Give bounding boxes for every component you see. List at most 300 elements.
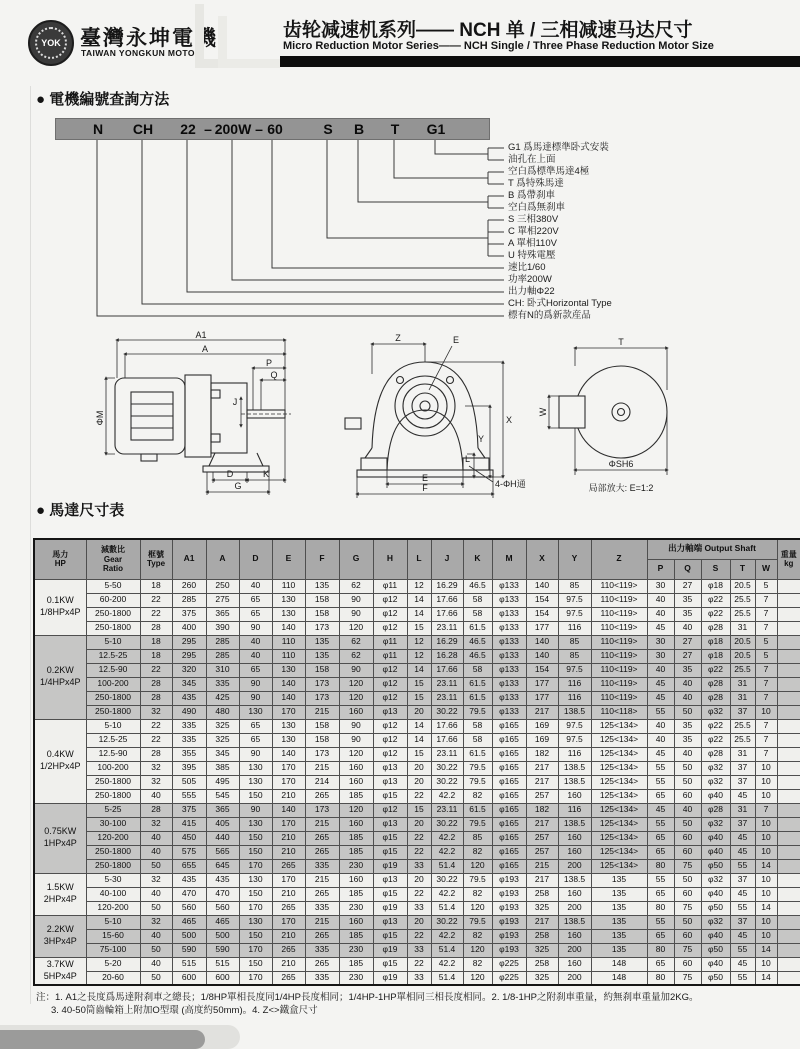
value-cell: 85: [558, 579, 591, 593]
value-cell: 185: [339, 831, 373, 845]
value-cell: 110: [272, 579, 305, 593]
value-cell: 50: [674, 873, 701, 887]
value-cell: 130: [239, 761, 272, 775]
value-cell: 22: [140, 593, 172, 607]
value-cell: 30.22: [431, 761, 463, 775]
value-cell: 185: [339, 789, 373, 803]
value-cell: 50: [140, 859, 172, 873]
value-cell: 97.5: [558, 663, 591, 677]
dim-t: T: [618, 337, 624, 347]
value-cell: φ193: [492, 929, 526, 943]
value-cell: 545: [206, 789, 239, 803]
value-cell: 160: [558, 887, 591, 901]
value-cell: 40: [140, 957, 172, 971]
code-token: T: [390, 121, 400, 137]
table-row: [34, 593, 800, 607]
value-cell: 345: [172, 677, 206, 691]
value-cell: 160: [558, 789, 591, 803]
col-header-h: H: [373, 539, 407, 579]
value-cell: 60: [674, 831, 701, 845]
dim-m: ΦM: [95, 410, 105, 426]
value-cell: 365: [206, 607, 239, 621]
value-cell: [777, 845, 800, 859]
value-cell: 160: [339, 705, 373, 719]
value-cell: 61.5: [463, 747, 492, 761]
value-cell: 170: [272, 817, 305, 831]
value-cell: 169: [526, 733, 558, 747]
value-cell: 90: [239, 691, 272, 705]
dim-z: Z: [395, 333, 401, 343]
value-cell: 335: [305, 901, 339, 915]
value-cell: 10: [755, 831, 777, 845]
table-row: [34, 649, 800, 663]
value-cell: φ133: [492, 663, 526, 677]
table-row: [34, 859, 800, 873]
value-cell: 170: [272, 761, 305, 775]
value-cell: 37: [730, 705, 755, 719]
table-row: [34, 901, 800, 915]
value-cell: 18: [140, 635, 172, 649]
gear-ratio-cell: 250-1800: [86, 691, 140, 705]
value-cell: 55: [647, 761, 674, 775]
value-cell: 50: [140, 943, 172, 957]
value-cell: 37: [730, 873, 755, 887]
code-label: 空白爲無刹車: [508, 202, 566, 213]
value-cell: 110<119>: [591, 691, 647, 705]
value-cell: 135: [305, 579, 339, 593]
value-cell: 215: [526, 859, 558, 873]
value-cell: 42.2: [431, 887, 463, 901]
value-cell: 265: [272, 971, 305, 985]
value-cell: 28: [140, 803, 172, 817]
connector-ch: [142, 140, 504, 304]
col-header-shaft-s: S: [701, 559, 730, 579]
value-cell: 79.5: [463, 873, 492, 887]
value-cell: 25.5: [730, 607, 755, 621]
value-cell: [777, 789, 800, 803]
value-cell: 435: [172, 691, 206, 705]
value-cell: 37: [730, 761, 755, 775]
value-cell: 20.5: [730, 635, 755, 649]
gear-ratio-cell: 5-50: [86, 579, 140, 593]
value-cell: 138.5: [558, 775, 591, 789]
value-cell: 170: [239, 971, 272, 985]
value-cell: 61.5: [463, 803, 492, 817]
value-cell: 140: [272, 803, 305, 817]
value-cell: 125<134>: [591, 845, 647, 859]
value-cell: 173: [305, 621, 339, 635]
value-cell: 40: [140, 929, 172, 943]
power-cell: 1.5KW 2HPx4P: [34, 873, 86, 915]
value-cell: 51.4: [431, 943, 463, 957]
value-cell: 45: [647, 691, 674, 705]
value-cell: 40: [647, 607, 674, 621]
value-cell: 65: [239, 733, 272, 747]
value-cell: 450: [172, 831, 206, 845]
value-cell: 170: [239, 859, 272, 873]
value-cell: 160: [558, 957, 591, 971]
value-cell: 22: [140, 719, 172, 733]
gear-ratio-cell: 250-1800: [86, 705, 140, 719]
value-cell: 17.66: [431, 663, 463, 677]
value-cell: 58: [463, 663, 492, 677]
value-cell: φ22: [701, 607, 730, 621]
value-cell: [777, 761, 800, 775]
value-cell: φ15: [373, 845, 407, 859]
value-cell: 37: [730, 915, 755, 929]
value-cell: 130: [272, 663, 305, 677]
value-cell: 160: [339, 915, 373, 929]
value-cell: 55: [647, 775, 674, 789]
value-cell: 90: [339, 593, 373, 607]
value-cell: 154: [526, 593, 558, 607]
value-cell: 28: [140, 691, 172, 705]
value-cell: φ32: [701, 775, 730, 789]
value-cell: 365: [206, 803, 239, 817]
value-cell: 600: [172, 971, 206, 985]
value-cell: φ12: [373, 593, 407, 607]
value-cell: 320: [172, 663, 206, 677]
value-cell: 51.4: [431, 971, 463, 985]
value-cell: 31: [730, 691, 755, 705]
value-cell: 79.5: [463, 705, 492, 719]
value-cell: 335: [305, 971, 339, 985]
value-cell: φ32: [701, 705, 730, 719]
value-cell: 140: [272, 691, 305, 705]
value-cell: 265: [305, 957, 339, 971]
value-cell: 140: [272, 747, 305, 761]
value-cell: 7: [755, 747, 777, 761]
value-cell: 210: [272, 845, 305, 859]
value-cell: 37: [730, 817, 755, 831]
value-cell: 45: [730, 789, 755, 803]
value-cell: 120: [463, 901, 492, 915]
value-cell: 22: [140, 663, 172, 677]
dim-p: P: [265, 358, 273, 368]
value-cell: [777, 929, 800, 943]
value-cell: 505: [172, 775, 206, 789]
value-cell: 32: [140, 915, 172, 929]
value-cell: φ40: [701, 845, 730, 859]
footnote-line-1: 注：1. A1之長度爲馬達附刹車之總長；1/8HP單相長度同1/4HP長度相同；1/4HP-1HP單相同三相長度相同。2. 1/8-1HP之附刹車重量，約無刹車重量加2KG。: [36, 992, 699, 1003]
value-cell: φ13: [373, 761, 407, 775]
code-token: B: [353, 121, 365, 137]
col-header-k: K: [463, 539, 492, 579]
code-token: CH: [132, 121, 154, 137]
value-cell: 33: [407, 943, 431, 957]
value-cell: 45: [647, 803, 674, 817]
gear-ratio-cell: 100-200: [86, 677, 140, 691]
value-cell: 90: [339, 607, 373, 621]
value-cell: φ50: [701, 859, 730, 873]
value-cell: 250: [206, 579, 239, 593]
value-cell: 465: [206, 915, 239, 929]
connector-s: [327, 140, 504, 256]
value-cell: 140: [272, 621, 305, 635]
value-cell: 515: [206, 957, 239, 971]
col-header-output-shaft: 出力軸端 Output Shaft: [647, 539, 777, 559]
gear-ratio-cell: 120-200: [86, 901, 140, 915]
value-cell: 45: [730, 929, 755, 943]
value-cell: 15: [407, 621, 431, 635]
value-cell: 285: [206, 649, 239, 663]
value-cell: φ22: [701, 719, 730, 733]
logo-text: YOK: [35, 27, 67, 59]
value-cell: 45: [647, 677, 674, 691]
motor-dimension-table: [33, 538, 800, 986]
value-cell: φ13: [373, 775, 407, 789]
value-cell: φ133: [492, 593, 526, 607]
value-cell: 217: [526, 705, 558, 719]
shaft-detail-view: [538, 337, 667, 493]
value-cell: 40: [647, 719, 674, 733]
value-cell: 210: [272, 957, 305, 971]
value-cell: 130: [272, 607, 305, 621]
value-cell: 120: [339, 747, 373, 761]
value-cell: [777, 705, 800, 719]
value-cell: 32: [140, 761, 172, 775]
value-cell: 125<134>: [591, 817, 647, 831]
value-cell: φ18: [701, 635, 730, 649]
value-cell: 22: [140, 607, 172, 621]
value-cell: φ28: [701, 677, 730, 691]
value-cell: 40: [239, 635, 272, 649]
value-cell: 158: [305, 733, 339, 747]
value-cell: 230: [339, 901, 373, 915]
value-cell: 79.5: [463, 761, 492, 775]
col-header-type: 框號 Type: [140, 539, 172, 579]
value-cell: φ15: [373, 929, 407, 943]
value-cell: 7: [755, 691, 777, 705]
value-cell: 200: [558, 943, 591, 957]
value-cell: φ15: [373, 957, 407, 971]
value-cell: 40: [140, 789, 172, 803]
value-cell: 14: [755, 971, 777, 985]
power-cell: 0.75KW 1HPx4P: [34, 803, 86, 873]
value-cell: 214: [305, 775, 339, 789]
dim-w: W: [538, 407, 548, 417]
value-cell: 20: [407, 775, 431, 789]
gear-ratio-cell: 12.5-25: [86, 733, 140, 747]
value-cell: 120: [339, 691, 373, 705]
value-cell: φ165: [492, 859, 526, 873]
value-cell: φ133: [492, 635, 526, 649]
value-cell: 135: [591, 943, 647, 957]
value-cell: φ13: [373, 817, 407, 831]
value-cell: φ15: [373, 789, 407, 803]
value-cell: 170: [272, 775, 305, 789]
value-cell: 500: [172, 929, 206, 943]
table-row: [34, 929, 800, 943]
value-cell: 20: [407, 915, 431, 929]
value-cell: 325: [526, 901, 558, 915]
value-cell: 16.29: [431, 579, 463, 593]
value-cell: 130: [239, 775, 272, 789]
value-cell: 173: [305, 747, 339, 761]
value-cell: 90: [239, 803, 272, 817]
value-cell: 148: [591, 957, 647, 971]
value-cell: φ40: [701, 957, 730, 971]
value-cell: 85: [558, 649, 591, 663]
value-cell: 110<119>: [591, 621, 647, 635]
gear-ratio-cell: 5-10: [86, 635, 140, 649]
value-cell: 173: [305, 677, 339, 691]
value-cell: 120: [463, 971, 492, 985]
page-title-cn: 齿轮减速机系列—— NCH 单 / 三相减速马达尺寸: [283, 20, 693, 41]
value-cell: 125<134>: [591, 859, 647, 873]
section-title-numbering: ● 電機編號查詢方法: [36, 91, 170, 108]
value-cell: φ133: [492, 649, 526, 663]
value-cell: 116: [558, 691, 591, 705]
value-cell: 480: [206, 705, 239, 719]
value-cell: φ165: [492, 733, 526, 747]
value-cell: 148: [591, 971, 647, 985]
value-cell: 17.66: [431, 719, 463, 733]
value-cell: 325: [206, 733, 239, 747]
value-cell: 182: [526, 747, 558, 761]
value-cell: 130: [239, 915, 272, 929]
value-cell: 97.5: [558, 719, 591, 733]
value-cell: φ11: [373, 635, 407, 649]
value-cell: 50: [674, 705, 701, 719]
value-cell: 265: [272, 943, 305, 957]
value-cell: 130: [272, 719, 305, 733]
value-cell: 210: [272, 887, 305, 901]
value-cell: 170: [272, 705, 305, 719]
value-cell: 265: [305, 831, 339, 845]
value-cell: 325: [526, 943, 558, 957]
value-cell: [777, 635, 800, 649]
gear-ratio-cell: 250-1800: [86, 621, 140, 635]
value-cell: 158: [305, 719, 339, 733]
code-label: 標有N的爲新款産品: [508, 310, 591, 321]
table-row: [34, 747, 800, 761]
value-cell: 35: [674, 663, 701, 677]
value-cell: 45: [730, 845, 755, 859]
value-cell: 75: [674, 859, 701, 873]
value-cell: 645: [206, 859, 239, 873]
col-header-shaft-t: T: [730, 559, 755, 579]
value-cell: 177: [526, 677, 558, 691]
value-cell: φ165: [492, 845, 526, 859]
value-cell: φ18: [701, 579, 730, 593]
value-cell: φ40: [701, 929, 730, 943]
value-cell: 22: [407, 845, 431, 859]
value-cell: [777, 593, 800, 607]
value-cell: 80: [647, 971, 674, 985]
value-cell: 20: [407, 705, 431, 719]
value-cell: 120: [339, 677, 373, 691]
value-cell: φ15: [373, 887, 407, 901]
col-header-d: D: [239, 539, 272, 579]
value-cell: 12: [407, 635, 431, 649]
value-cell: 7: [755, 593, 777, 607]
value-cell: 82: [463, 929, 492, 943]
value-cell: 20: [407, 817, 431, 831]
value-cell: 230: [339, 971, 373, 985]
dim-g: G: [234, 481, 242, 491]
value-cell: φ40: [701, 887, 730, 901]
value-cell: φ19: [373, 943, 407, 957]
value-cell: 215: [305, 705, 339, 719]
value-cell: 97.5: [558, 733, 591, 747]
value-cell: 55: [647, 817, 674, 831]
value-cell: 257: [526, 831, 558, 845]
value-cell: 130: [272, 733, 305, 747]
value-cell: 265: [305, 929, 339, 943]
value-cell: 7: [755, 677, 777, 691]
col-header-shaft-p: P: [647, 559, 674, 579]
value-cell: 285: [172, 593, 206, 607]
dim-y: Y: [477, 434, 485, 444]
value-cell: φ225: [492, 957, 526, 971]
value-cell: 65: [239, 607, 272, 621]
value-cell: 15: [407, 803, 431, 817]
value-cell: 16.28: [431, 649, 463, 663]
value-cell: 65: [239, 593, 272, 607]
value-cell: 62: [339, 579, 373, 593]
code-labels: [508, 142, 800, 328]
value-cell: 14: [407, 719, 431, 733]
value-cell: 85: [463, 831, 492, 845]
value-cell: 15: [407, 747, 431, 761]
gear-ratio-cell: 120-200: [86, 831, 140, 845]
dim-a1: A1: [195, 330, 207, 340]
value-cell: φ133: [492, 621, 526, 635]
code-label: 功率200W: [508, 274, 552, 285]
dim-e-bottom: E: [421, 473, 429, 483]
value-cell: 23.11: [431, 803, 463, 817]
value-cell: 23.11: [431, 691, 463, 705]
value-cell: 20.5: [730, 649, 755, 663]
value-cell: 20: [407, 873, 431, 887]
value-cell: 515: [172, 957, 206, 971]
detail-scale-caption: 局部放大: E=1:2: [588, 483, 654, 493]
code-label: 空白爲標準馬達4極: [508, 166, 590, 177]
value-cell: 130: [239, 817, 272, 831]
table-row: [34, 607, 800, 621]
value-cell: [777, 663, 800, 677]
value-cell: 10: [755, 775, 777, 789]
value-cell: φ50: [701, 971, 730, 985]
value-cell: 200: [558, 859, 591, 873]
value-cell: φ12: [373, 621, 407, 635]
value-cell: 15: [407, 691, 431, 705]
table-row: [34, 691, 800, 705]
value-cell: 10: [755, 957, 777, 971]
value-cell: 30: [647, 649, 674, 663]
value-cell: 10: [755, 817, 777, 831]
value-cell: 40: [140, 831, 172, 845]
value-cell: [777, 943, 800, 957]
value-cell: 160: [558, 831, 591, 845]
value-cell: 655: [172, 859, 206, 873]
value-cell: φ32: [701, 817, 730, 831]
value-cell: 310: [206, 663, 239, 677]
value-cell: 90: [339, 663, 373, 677]
col-header-g: G: [339, 539, 373, 579]
value-cell: [777, 775, 800, 789]
value-cell: φ28: [701, 747, 730, 761]
value-cell: 140: [526, 649, 558, 663]
section-title-dimensions: ● 馬達尺寸表: [36, 502, 125, 519]
value-cell: φ225: [492, 971, 526, 985]
value-cell: 40: [674, 691, 701, 705]
value-cell: 135: [305, 635, 339, 649]
value-cell: 55: [730, 971, 755, 985]
value-cell: φ12: [373, 733, 407, 747]
value-cell: 110<119>: [591, 649, 647, 663]
